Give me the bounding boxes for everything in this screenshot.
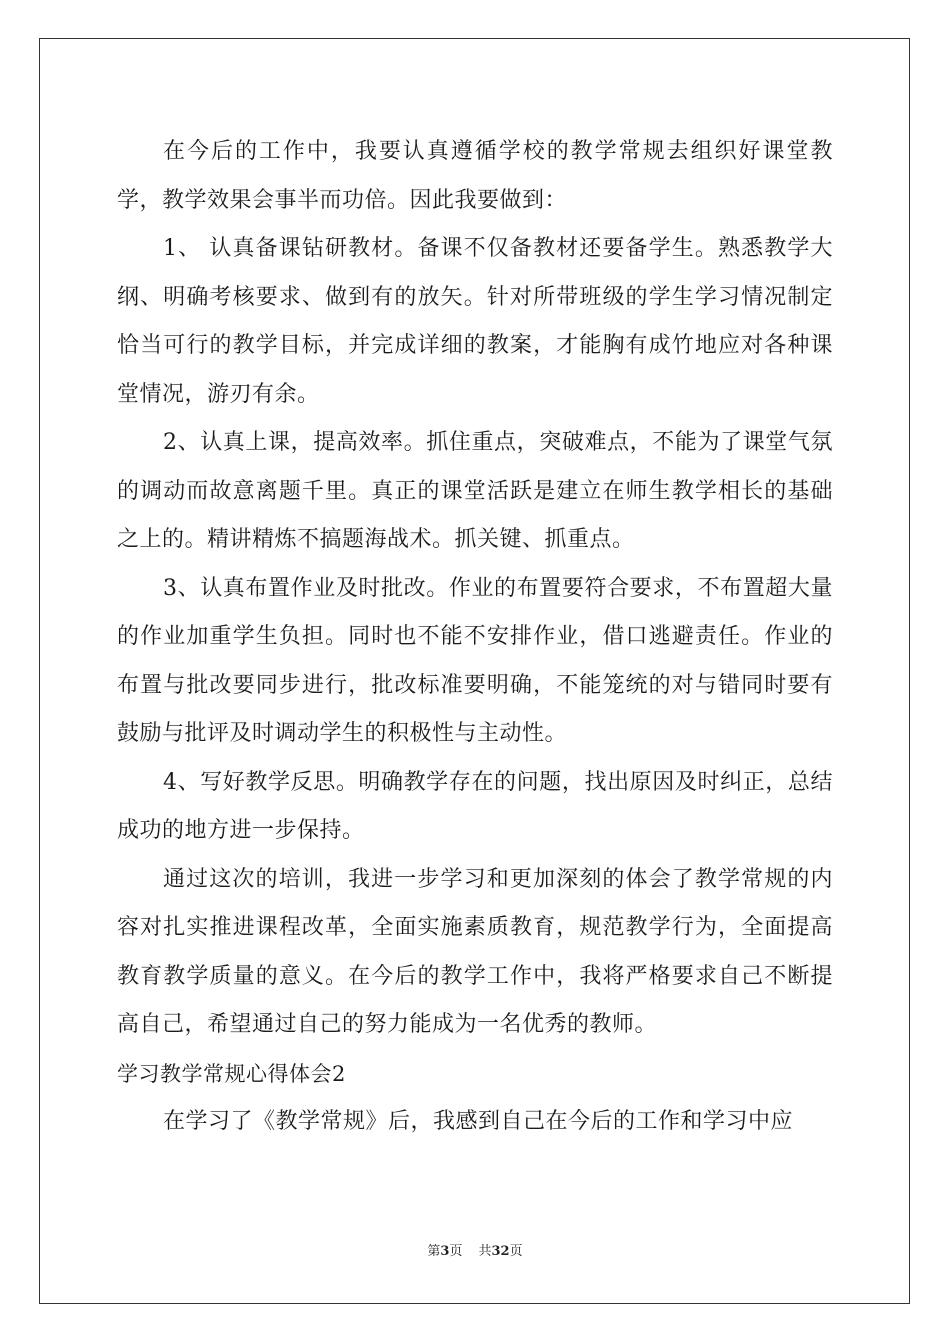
total-prefix: 共 [478, 1244, 492, 1259]
total-suffix: 页 [509, 1244, 523, 1259]
paragraph-1: 在今后的工作中，我要认真遵循学校的教学常规去组织好课堂教学，教学效果会事半而功倍。因此我要做到： [117, 139, 833, 213]
paragraph-2: 1、 认真备课钻研教材。备课不仅备教材还要备学生。熟悉教学大纲、明确考核要求、做到有的放矢。针对所带班级的学生学习情况制定恰当可行的教学目标，并完成详细的教案，才能胸有成竹地应对各种课堂情况，游刃有余。 [117, 236, 833, 407]
paragraph-5: 4、写好教学反思。明确教学存在的问题，找出原因及时纠正，总结成功的地方进一步保持。 [117, 769, 833, 843]
total-pages: 32 [491, 1244, 510, 1259]
page-prefix: 第 [427, 1244, 441, 1259]
section-heading: 学习教学常规心得体会2 [117, 1061, 346, 1086]
paragraph-4: 3、认真布置作业及时批改。作业的布置要符合要求，不布置超大量的作业加重学生负担。同时也不能不安排作业，借口逃避责任。作业的布置与批改要同步进行，批改标准要明确，不能笼统的对与错同时要有鼓励与批评及时调动学生的积极性与主动性。 [117, 575, 833, 746]
page-footer [0, 1240, 950, 1259]
paragraph-6: 通过这次的培训，我进一步学习和更加深刻的体会了教学常规的内容对扎实推进课程改革，全面实施素质教育，规范教学行为，全面提高教育教学质量的意义。在今后的教学工作中，我将严格要求自己不断提高自己，希望通过自己的努力能成为一名优秀的教师。 [117, 866, 833, 1037]
document-body [117, 128, 833, 1147]
page-number: 3 [440, 1244, 450, 1259]
page-suffix: 页 [449, 1244, 463, 1259]
paragraph-7: 在学习了《教学常规》后，我感到自己在今后的工作和学习中应 [163, 1109, 794, 1134]
paragraph-3: 2、认真上课，提高效率。抓住重点，突破难点，不能为了课堂气氛的调动而故意离题千里。真正的课堂活跃是建立在师生教学相长的基础之上的。精讲精炼不搞题海战术。抓关键、抓重点。 [117, 430, 833, 552]
